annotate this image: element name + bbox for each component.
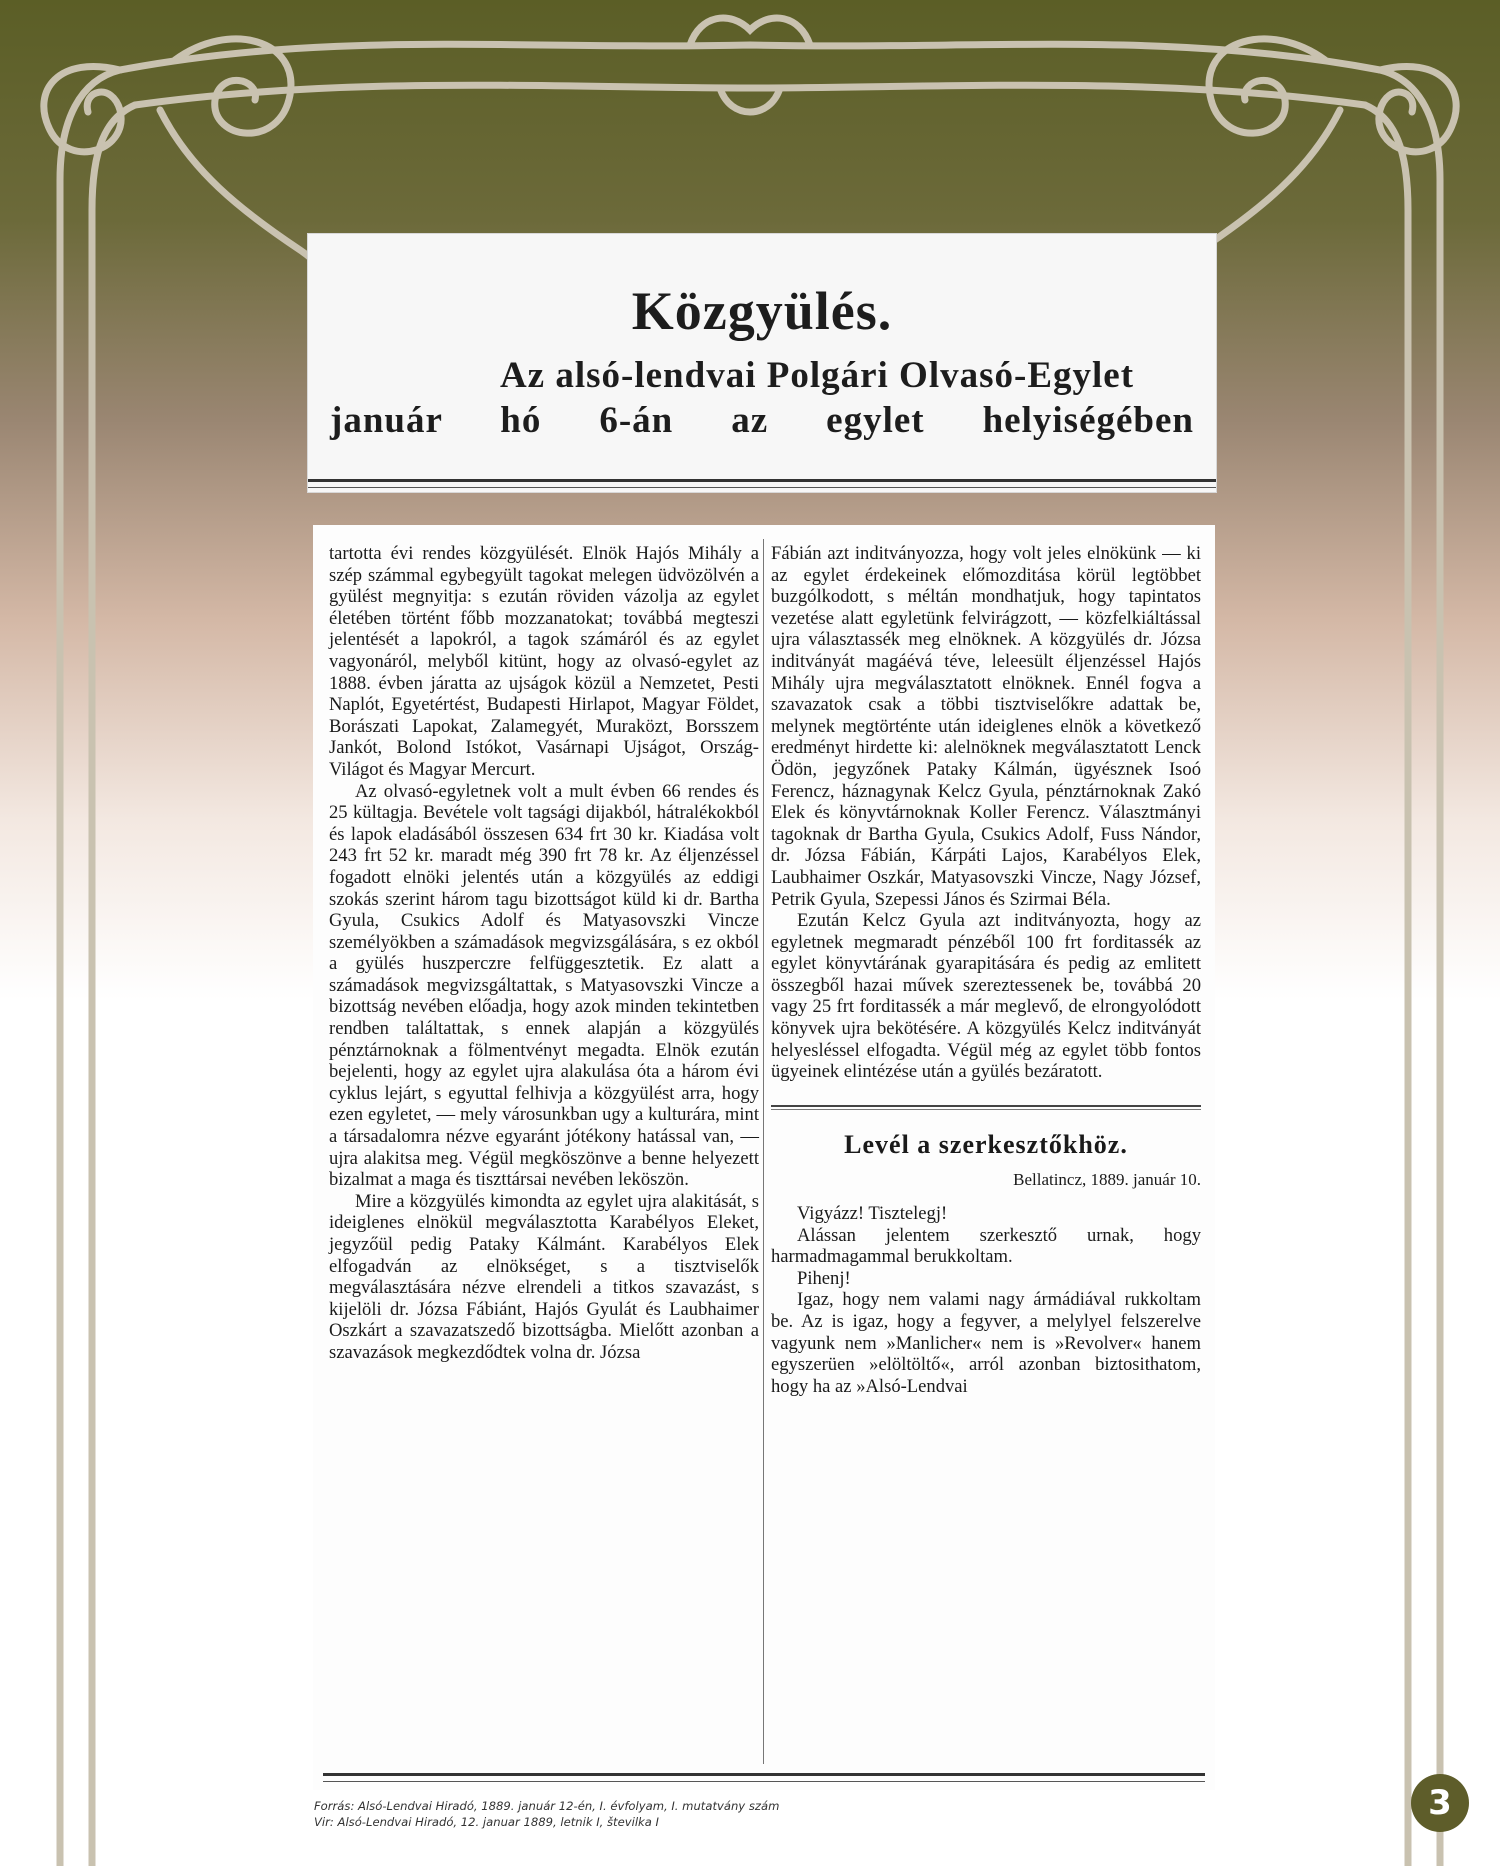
letter-paragraph: Vigyázz! Tisztelegj!: [797, 1203, 948, 1225]
source-line-slovenian: Vir: Alsó-Lendvai Hiradó, 12. januar 1889, letnik I, številka I: [314, 1815, 659, 1829]
letter-paragraph: Igaz, hogy nem valami nagy ármádiával rukkoltam be. Az is igaz, hogy a fegyver, a melylyel felszerelve vagyunk nem »Manlicher« nem is »Revolver« hanem egyszerüen »elöltöltő«, arról azonban biztosithatom, hogy ha az »Alsó-Lendvai: [771, 1289, 1201, 1397]
headline-rule-thin: [308, 487, 1216, 488]
article-bottom-rule: [323, 1773, 1205, 1776]
headline-rule: [308, 479, 1216, 482]
source-line-hungarian: Forrás: Alsó-Lendvai Hiradó, 1889. január 12-én, I. évfolyam, I. mutatvány szám: [314, 1799, 780, 1813]
letter-title: Levél a szerkesztőkhöz.: [844, 1129, 1128, 1159]
article-paragraph: Ezután Kelcz Gyula azt inditványozta, hogy az egyletnek megmaradt pénzéből 100 frt forditassék az egylet könyvtárának gyarapitására és pedig az emlitett összegből hazai művek szereztessenek be, továbbá 20 vagy 25 frt forditassék a már meglevő, de elrongyolódott könyvek ujra bekötésére. A közgyülés Kelcz inditványát helyesléssel elfogadta. Végül még az egylet több fontos ügyeinek elintézése után a gyülés bezáratott.: [771, 910, 1201, 1083]
article-paragraph: Az olvasó-egyletnek volt a mult évben 66 rendes és 25 kültagja. Bevétele volt tagsági dijakból, hátralékokból és lapok eladásából összesen 634 frt 30 kr. Kiadása volt 243 frt 52 kr. maradt még 390 frt 78 kr. Az éljenzéssel fogadott elnöki jelentés után a közgyülés az eddigi szokás szerint három tagu bizottságot küld ki dr. Bartha Gyula, Csukics Adolf és Matyasovszki Vincze személyökben a számadások megvizsgálására, s ez okból a gyülés huszperczre felfüggesztetik. Ez alatt a számadások megvizsgáltattak, s Matyasovszki Vincze a bizottság nevében előadja, hogy azok minden tekintetben rendben találtattak, s ennek alapján a közgyülés pénztárnoknak a fölmentvényt megadta. Elnök ezután bejelenti, hogy az egylet ujra alakulása óta a három évi cyklus lejárt, s egyuttal felhivja a közgyülést arra, hogy ezen egyletet, — mely városunkban ugy a kulturára, mint a társadalomra nézve egyaránt jótékony hatással van, — ujra alakitsa meg. Végül megköszönve a benne helyezett bizalmat a maga és tiszttársai nevében leköszön.: [329, 780, 759, 1191]
article-paragraph: Mire a közgyülés kimondta az egylet ujra alakitását, s ideiglenes elnökül megválasztotta Karabélyos Eleket, jegyzőül pedig Pataky Kálmánt. Karabélyos Elek elfogadván az elnökséget, s a tisztviselők megválasztására nézve elrendeli a titkos szavazást, s kijelöli dr. Józsa Fábiánt, Hajós Gyulát és Laubhaimer Oszkárt a szavazatszedő bizottságba. Mielőtt azonban a szavazások megkezdődtek volna dr. Józsa: [329, 1190, 759, 1363]
page-number-badge: 3: [1411, 1774, 1469, 1832]
source-caption: [314, 1798, 779, 1830]
article-paragraph: Fábián azt inditványozza, hogy volt jeles elnökünk — ki az egylet érdekeinek előmozditása körül legtöbbet buzgólkodott, s méltán mondhatjuk, hogy tapintatos vezetése alatt egyletünk felvirágzott, — közfelkiáltással ujra választassék meg elnöknek. A közgyülés dr. Józsa inditványát magáévá téve, leleesült éljenzéssel Hajós Mihály ujra megválasztatott elnöknek. Ennél fogva a szavazatok csak a többi tisztviselőkre adattak be, melynek megtörténte után ideiglenes elnök a következő eredményt hirdette ki: alelnöknek megválasztatott Lenck Ödön, jegyzőnek Pataky Kálmán, ügyésznek Isoó Ferencz, háznagynak Kelcz Gyula, pénztárnoknak Zakó Elek és könyvtárnoknak Koller Ferencz. Választmányi tagoknak dr Bartha Gyula, Csukics Adolf, Fuss Nándor, dr. Józsa Fábián, Kárpáti Lajos, Karabélyos Elek, Laubhaimer Oszkár, Matyasovszki Vincze, Nagy József, Petrik Gyula, Szepessi János és Szirmai Béla.: [771, 543, 1201, 910]
section-separator: [771, 1105, 1201, 1110]
article-right-column: [771, 543, 1201, 1397]
headline-line-1: Az alsó-lendvai Polgári Olvasó-Egylet: [499, 355, 1135, 396]
letter-paragraph: Alássan jelentem szerkesztő urnak, hogy harmadmagammal berukkoltam.: [771, 1224, 1201, 1268]
page-title: Közgyülés.: [631, 281, 893, 341]
article-clipping: [313, 525, 1215, 1790]
column-divider: [763, 539, 764, 1764]
letter-dateline: Bellatincz, 1889. január 10.: [1013, 1170, 1201, 1190]
article-paragraph: tartotta évi rendes közgyülését. Elnök Hajós Mihály a szép számmal egybegyült tagokat melegen üdvözölvén a gyülést megnyitja: s ezután röviden vázolja az egylet életében történt főbb mozzanatokat; továbbá megteszi jelentését a lapokról, a tagok számáról és az egylet vagyonáról, melyből kitünt, hogy az olvasó-egylet az 1888. évben járatta az ujságok közül a Nemzetet, Pesti Naplót, Egyetértést, Budapesti Hirlapot, Magyar Földet, Borászati Lapokat, Zalamegyét, Muraközt, Borsszem Jankót, Bolond Istókot, Vasárnapi Ujságot, Ország-Világot és Magyar Mercurt.: [329, 543, 759, 780]
article-left-column: [329, 543, 759, 1364]
headline-line-2: január hó 6-án az egylet helyiségében: [330, 400, 1194, 441]
letter-paragraph: Pihenj!: [797, 1267, 851, 1289]
article-bottom-rule-thin: [323, 1781, 1205, 1782]
headline-clipping: [307, 233, 1217, 493]
